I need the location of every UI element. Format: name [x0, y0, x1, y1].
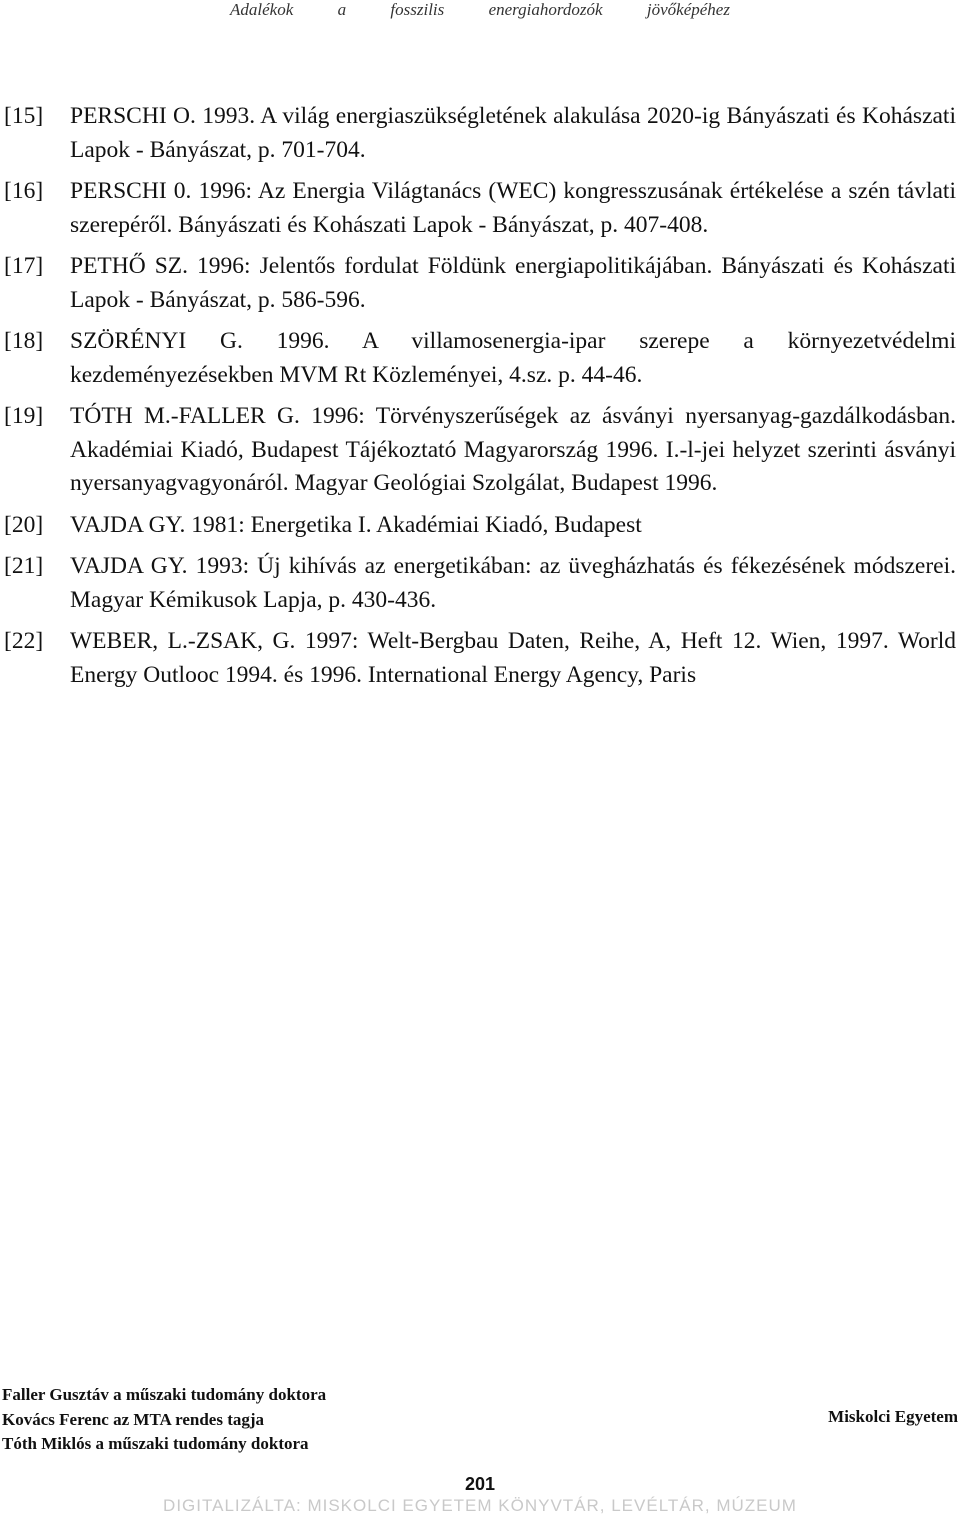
reference-list [4, 100, 956, 700]
reference-text: PERSCHI 0. 1996: Az Energia Világtanács (WEC) kongresszusának értékelése a szén távlati szerepéről. Bányászati és Kohászati Lapok - Bányászat, p. 407-408. [70, 178, 956, 238]
reference-item [4, 400, 956, 501]
reference-text: TÓTH M.-FALLER G. 1996: Törvényszerűségek az ásványi nyersanyag-gazdálkodásban. Akadémiai Kiadó, Budapest Tájékoztató Magyarország 1996. I.-l-jei helyzet szerinti ásványi nyersanyagvagyonáról. Magyar Geológiai Szolgálat, Budapest 1996. [70, 403, 956, 496]
institution: Miskolci Egyetem [828, 1407, 958, 1426]
reference-text: PERSCHI O. 1993. A világ energiaszükségletének alakulása 2020-ig Bányászati és Kohászati Lapok - Bányászat, p. 701-704. [70, 103, 956, 163]
reference-text: VAJDA GY. 1981: Energetika I. Akadémiai Kiadó, Budapest [70, 511, 642, 538]
reference-text: VAJDA GY. 1993: Új kihívás az energetikában: az üvegházhatás és fékezésének módszerei. Magyar Kémikusok Lapja, p. 430-436. [70, 553, 956, 613]
reference-item [4, 100, 956, 167]
reference-item [4, 175, 956, 242]
running-header-word: a [337, 0, 347, 19]
reference-number: [17] [4, 253, 44, 279]
reference-number: [22] [4, 628, 44, 654]
reference-number: [18] [4, 328, 44, 354]
page-number: 201 [464, 1474, 496, 1494]
running-header [230, 0, 730, 20]
author-line: Tóth Miklós a műszaki tudomány doktora [2, 1434, 309, 1453]
reference-item [4, 509, 956, 543]
reference-number: [21] [4, 553, 44, 579]
running-header-word: Adalékok [230, 0, 294, 19]
running-header-word: energiahordozók [488, 0, 603, 19]
reference-item [4, 550, 956, 617]
reference-number: [15] [4, 103, 44, 129]
reference-number: [16] [4, 178, 44, 204]
reference-text: WEBER, L.-ZSAK, G. 1997: Welt-Bergbau Daten, Reihe, A, Heft 12. Wien, 1997. World Energy Outlooc 1994. és 1996. International Energy Agency, Paris [70, 628, 956, 688]
reference-number: [20] [4, 511, 44, 538]
author-list [2, 1383, 326, 1457]
reference-item [4, 250, 956, 317]
running-header-word: fosszilis [390, 0, 445, 19]
author-line: Faller Gusztáv a műszaki tudomány doktora [2, 1385, 327, 1404]
reference-item [4, 625, 956, 692]
author-line: Kovács Ferenc az MTA rendes tagja [2, 1409, 265, 1429]
reference-text: SZÖRÉNYI G. 1996. A villamosenergia-ipar szerepe a környezetvédelmi kezdeményezésekben MVM Rt Közleményei, 4.sz. p. 44-46. [70, 328, 956, 388]
running-header-word: jövőképéhez [646, 0, 730, 19]
reference-item [4, 325, 956, 392]
digitization-watermark: DIGITALIZÁLTA: MISKOLCI EGYETEM KÖNYVTÁR, LEVÉLTÁR, MÚZEUM [163, 1496, 797, 1515]
reference-text: PETHŐ SZ. 1996: Jelentős fordulat Földünk energiapolitikájában. Bányászati és Kohászati Lapok - Bányászat, p. 586-596. [70, 253, 956, 313]
reference-number: [19] [4, 403, 44, 429]
